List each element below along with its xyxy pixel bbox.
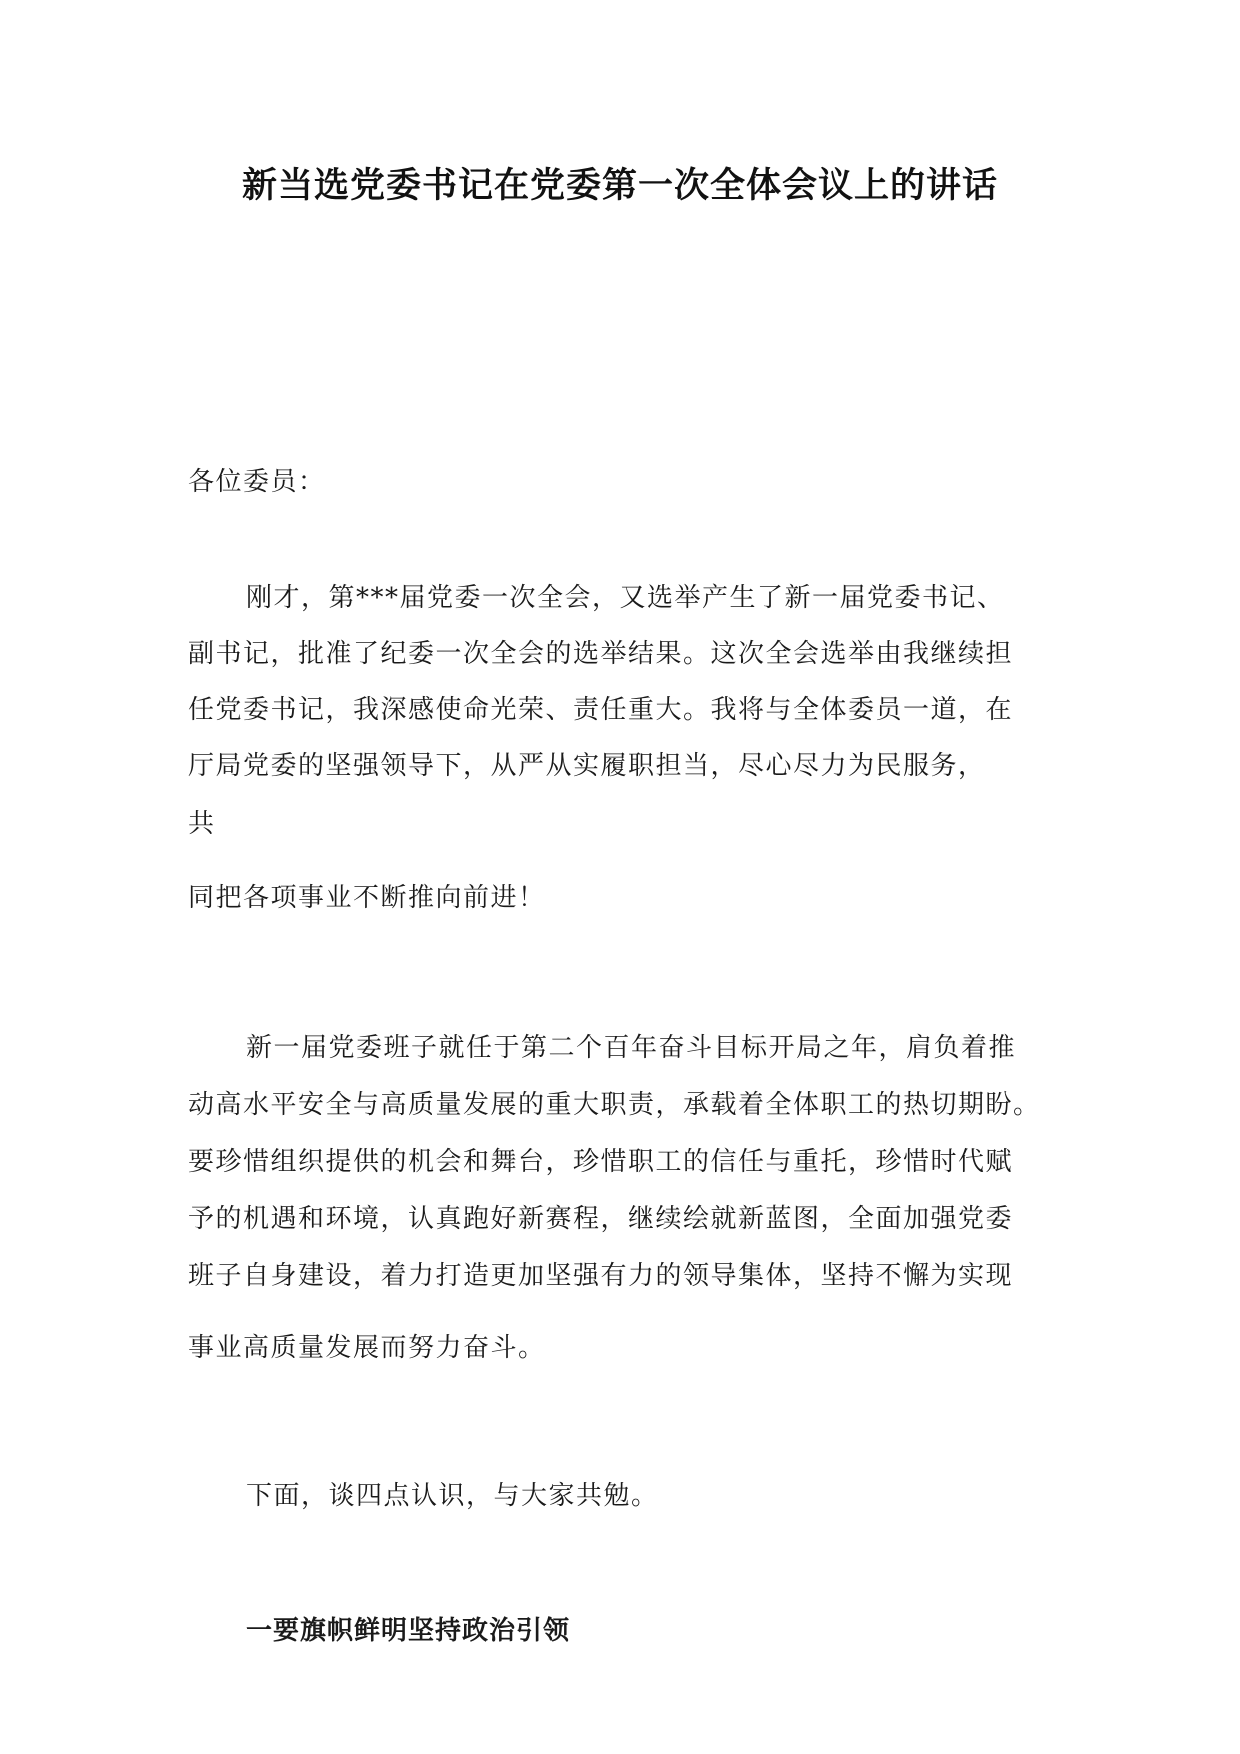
paragraph2-line6: 事业高质量发展而努力奋斗。 [188,1333,546,1363]
paragraph1-line4: 厅局党委的坚强领导下，从严从实履职担当，尽心尽力为民服务， [188,751,986,781]
paragraph1-line1: 刚才，第***届党委一次全会，又选举产生了新一届党委书记、 [246,583,1005,613]
paragraph1-line2: 副书记，批准了纪委一次全会的选举结果。这次全会选举由我继续担 [188,639,1014,669]
paragraph2-line2: 动高水平安全与高质量发展的重大职责，承载着全体职工的热切期盼。 [188,1090,1041,1120]
paragraph1-line3: 任党委书记，我深感使命光荣、责任重大。我将与全体委员一道，在 [188,695,1014,725]
paragraph1-line5: 共 [188,809,216,839]
section1-heading: 一要旗帜鲜明坚持政治引领 [246,1616,571,1646]
paragraph2-line3: 要珍惜组织提供的机会和舞台，珍惜职工的信任与重托，珍惜时代赋 [188,1147,1014,1177]
paragraph2-line5: 班子自身建设，着力打造更加坚强有力的领导集体，坚持不懈为实现 [188,1261,1014,1291]
paragraph1-line6: 同把各项事业不断推向前进！ [188,883,546,913]
document-title: 新当选党委书记在党委第一次全体会议上的讲话 [241,166,998,206]
paragraph2-line4: 予的机遇和环境，认真跑好新赛程，继续绘就新蓝图，全面加强党委 [188,1204,1014,1234]
paragraph3: 下面，谈四点认识，与大家共勉。 [246,1481,659,1511]
salutation: 各位委员： [188,467,326,497]
paragraph2-line1: 新一届党委班子就任于第二个百年奋斗目标开局之年，肩负着推 [246,1033,1017,1063]
